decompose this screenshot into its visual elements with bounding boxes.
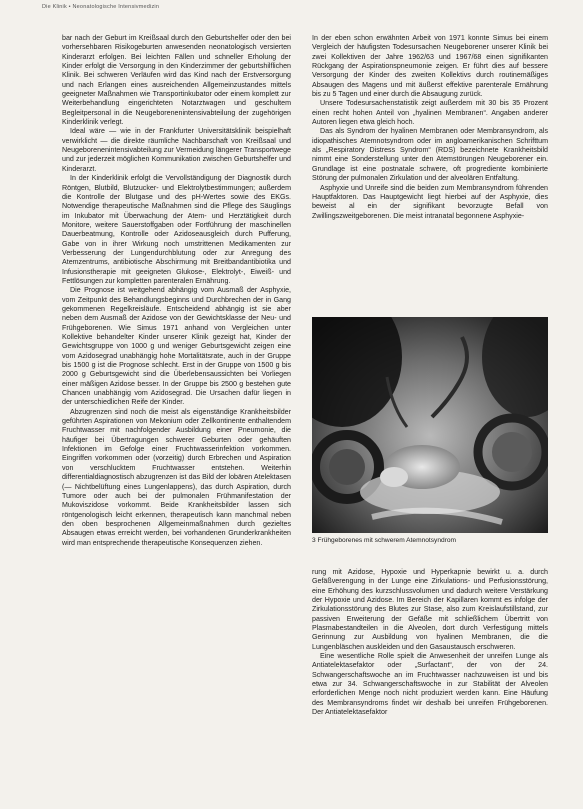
paragraph: Ideal wäre — wie in der Frankfurter Universitätsklinik beispielhaft verwirklicht — die direkte räumliche Nachbarschaft von Kreißsaal und Neugeborenenintensivabteilung zur Vermeidung längerer Transportwege und zur jederzeit möglichen Kommunikation zwischen Geburtshelfer und Kinderarzt. — [62, 127, 291, 173]
paragraph: rung mit Azidose, Hypoxie und Hyperkapnie bewirkt u. a. durch Gefäßverengung in der Lunge eine Zirkulations- und Perfusionsstörung, eine Erhöhung des kurzschlussvolumen und dadurch weitere Verstärkung der Hypoxie und Azidose. Im Bereich der Kapillaren kommt es infolge der Zirkulationsstörung des Blutes zur Stase, also zum Kreislaufstillstand, zur passiven Erweiterung der Gefäße mit schließlichem Übertritt von Plasmabestandteilen in die Alveolen, dort durch Verfestigung mittels Gerinnung zur Ausbildung von hyalinen Membranen, die die Lungenbläschen auskleiden und den Gasaustausch erschweren. — [312, 568, 548, 651]
paragraph: Unsere Todesursachenstatistik zeigt außerdem mit 30 bis 35 Prozent einen recht hohen Anteil von „hyalinen Membranen“. Angaben anderer Autoren liegen etwa gleich hoch. — [312, 99, 548, 127]
photo-premature-infant — [312, 317, 548, 533]
paragraph: In der Kinderklinik erfolgt die Vervollständigung der Diagnostik durch Röntgen, Blutbild, Blutzucker- und Elektrolytbestimmungen; außerdem die Kontrolle der Blutgase und des pH-Wertes sowie des EKGs. Notwendige therapeutische Maßnahmen sind die Pflege des Säuglings im Inkubator mit Überwachung der Atem- und Herztätigkeit durch Monitore, weitere Sauerstoffgaben oder Fortführung der maschinellen Dauerbeatmung, Kontrolle oder Azidoseausgleich durch Pufferung, Gabe von in ihrer Wirkung noch umstrittenen Medikamenten zur Verbesserung der Lungendurchblutung oder zur Anregung des Atemzentrums, antibiotische Abschirmung mit Breitbandantibiotika und Infusionstherapie mit geeigneten Glukose-, Elektrolyt-, Eiweiß- und Fettlösungen zur kompletten parenteralen Ernährung. — [62, 174, 291, 285]
paragraph: bar nach der Geburt im Kreißsaal durch den Geburtshelfer oder den bei vorhersehbaren Risikogeburten anwesenden neonatologisch versierten Kinderarzt erfolgen. Bei leichten Fällen und schneller Erholung der Kinder erfolgt die Versorgung in den Kinderzimmer der geburtshilflichen Klinik. Bei schweren Verläufen wird das Kind nach der Erstversorgung und nach Erlangen eines ausreichenden Allgemeinzustandes mittels geeigneter Maßnahmen wie Transportinkubator oder einem komplett zur Weiterbehandlung eingerichteten Notarztwagen und geschultem Begleitpersonal in die Neugeborenenintensivabteilung der zugehörigen Kinderklinik verlegt. — [62, 34, 291, 127]
paragraph: Die Prognose ist weitgehend abhängig vom Ausmaß der Asphyxie, vom Zeitpunkt des Behandlungsbeginns und Durchbrechen der in Gang gekommenen Regelkreisläufe. Entscheidend abhängig ist sie aber neben dem Ausmaß der Azidose von der Gewichtsklasse der Neu- und Frühgeborenen. Wie Simus 1971 anhand von Vergleichen unter Kollektive behandelter Kinder unserer Klinik gezeigt hat, Kinder der Gewichtsgruppe von 1000 g und weniger Geburtsgewicht zeigen eine vom Azidosegrad unabhängig hohe Mortalitätsrate, auch in der Gruppe bis 1500 g ist die Prognose schlecht. Erst in der Gruppe von 1500 g bis 2000 g Geburtsgewicht sind die Überlebensaussichten bei Vorliegen einer mäßigen Azidose besser. In der Gruppe bis 2500 g bestehen gute Chancen unabhängig vom Azidosegrad. Die Ursachen dafür liegen in der unterschiedlichen Reife der Kinder. — [62, 286, 291, 407]
paragraph: Das als Syndrom der hyalinen Membranen oder Membransyndrom, als idiopathisches Atemnotsyndrom oder im angloamerikanischen Schrifttum als „Respiratory Distress Syndrom“ (RDS) bezeichnete Krankheitsbild nimmt eine Sonderstellung unter den Atemstörungen Neugeborener ein. Grundlage ist eine postnatale schwere, oft progrediente kombinierte Störung der pulmonalen Zirkulation und der alveolären Entfaltung. — [312, 127, 548, 183]
photo-illustration — [312, 317, 548, 533]
right-column-top — [312, 34, 548, 221]
paragraph: In der eben schon erwähnten Arbeit von 1971 konnte Simus bei einem Vergleich der häufigsten Todesursachen Neugeborener unserer Klinik bei zwei Kollektiven der Jahre 1962/63 und 1967/68 einen signifikanten Rückgang der Aspirationspneumonie zeigen. Er führt dies auf bessere Versorgung der Kinder des zweiten Kollektivs durch routinemäßiges Absaugen des Magens und mit äußerst effektive parenterale Ernährung bis zu 5 Tagen und einer durch die Absaugung zurück. — [312, 34, 548, 99]
paragraph: Abzugrenzen sind noch die meist als eigenständige Krankheitsbilder geführten Aspirationen von Mekonium oder Zellkontinente enthaltendem Fruchtwasser mit nachfolgender Ausbildung einer Pneumonie, die häufiger bei Übertragungen schwerer Geburten oder gehäuften Infektionen im Gefolge einer Fruchtwasserinfektion vorkommen. Eingriffen vorkommen oder (vorzeitig) durch Erbrechen und Aspiration von verschlucktem Fruchtwasser entstehen. Weiterhin differentialdiagnostisch abzugrenzen ist das Bild der lobären Atelektasen (— Nichtbelüftung eines Lungenlappens), das durch Aspiration, durch Tumore oder auch bei der pulmonalen Frühmanifestation der Mukoviszidose vorkommt. Beide Krankheitsbilder lassen sich röntgenologisch leicht erkennen, therapeutisch kann manchmal neben den oben besprochenen Allgemeinmaßnahmen durch gezieltes Absaugen etwas erreicht werden, bei vorhandenen Grunderkrankheiten wird man entsprechende therapeutische Konsequenzen ziehen. — [62, 407, 291, 547]
figure-caption: 3 Frühgeborenes mit schwerem Atemnotsyndrom — [312, 537, 457, 544]
paragraph: Eine wesentliche Rolle spielt die Anwesenheit der unreifen Lunge als Antiatelektasefaktor oder „Surfactant“, der von der 24. Schwangerschaftswoche an im Fruchtwasser nachzuweisen ist und bis etwa zur 34. Schwangerschaftswoche in zur Stabilität der Alveolen erforderlichen Menge noch nicht produziert werden kann. Eine Häufung des Membransyndroms findet wir deshalb bei unreifen Frühgeborenen. Der Antiatelektasefaktor — [312, 652, 548, 717]
right-column-bottom — [312, 568, 548, 718]
running-head: Die Klinik • Neonatologische Intensivmedizin — [42, 4, 160, 10]
paragraph: Asphyxie und Unreife sind die beiden zum Membransyndrom führenden Hauptfaktoren. Das Hauptgewicht liegt hierbei auf der Asphyxie, dies beweist al ein der signifikant bevorzugte Befall von Zwillingszweitgeborenen. Die meist intranatal begonnene Asphyxie- — [312, 183, 548, 220]
left-column — [62, 34, 291, 548]
